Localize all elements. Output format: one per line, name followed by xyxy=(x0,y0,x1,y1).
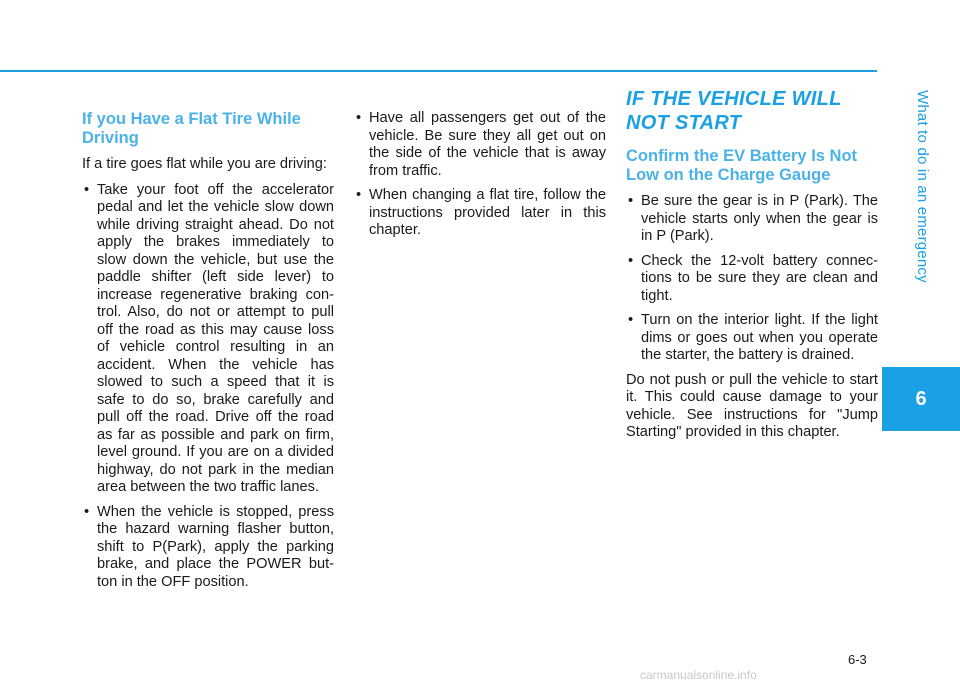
flat-tire-intro: If a tire goes flat while you are driving: xyxy=(82,156,327,172)
page-number: 6-3 xyxy=(848,652,867,667)
flat-tire-list-continued xyxy=(354,110,606,240)
ev-battery-list xyxy=(626,193,878,365)
column-right xyxy=(626,87,878,450)
list-item: • Be sure the gear is in P (Park). The vehicle starts only when the gear is in P (Park). xyxy=(626,193,878,246)
list-item: • Have all passengers get out of the vehicle. Be sure they all get out on the side of the vehicle that is away from traffic. xyxy=(354,110,606,180)
column-left xyxy=(82,110,334,598)
list-item: • When changing a flat tire, follow the instructions provided later in this chapter. xyxy=(354,187,606,240)
jump-start-note: Do not push or pull the vehicle to start it. This could cause damage to your vehicle. See instructions for "Jump Starting" provided in this chapter. xyxy=(626,371,878,440)
list-item: • Take your foot off the accelerator pedal and let the vehicle slow down while driving straight ahead. Do not apply the brakes immediately to slow down the vehicle, but use the paddle shifter (left side lever) to increase regenerative braking con-trol. Also, do not or attempt to pull off the road as this may cause loss of vehicle control resulting in an accident. When the vehicle has slowed to such a speed that it is safe to do so, brake carefully and pull off the road. Drive off the road as far as possible and park on firm, level ground. If you are on a divided highway, do not park in the median area between the two traffic lanes. xyxy=(82,182,334,497)
list-item: • When the vehicle is stopped, press the hazard warning flasher button, shift to P(Park), apply the parking brake, and place the POWER but-ton in the OFF position. xyxy=(82,504,334,592)
ev-battery-heading: Confirm the EV Battery Is Not Low on the Charge Gauge xyxy=(626,147,858,184)
list-item: • Turn on the interior light. If the light dims or goes out when you operate the starter, the battery is drained. xyxy=(626,312,878,365)
column-middle xyxy=(354,110,606,247)
flat-tire-heading: If you Have a Flat Tire While Driving xyxy=(82,110,301,147)
flat-tire-list xyxy=(82,182,334,592)
chapter-title: What to do in an emergency xyxy=(914,90,931,283)
section-heading: IF THE VEHICLE WILL NOT START xyxy=(626,88,842,134)
watermark: carmanualsonline.info xyxy=(640,668,757,682)
list-item: • Check the 12-volt battery connec-tions to be sure they are clean and tight. xyxy=(626,253,878,306)
header-rule xyxy=(0,70,877,72)
chapter-tab: 6 xyxy=(882,367,960,431)
